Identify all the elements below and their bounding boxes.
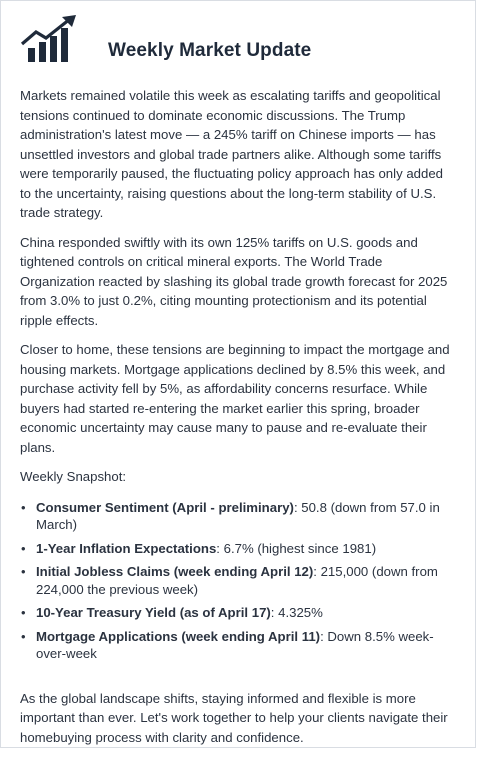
- item-label: Mortgage Applications (week ending April 11): [36, 628, 321, 644]
- list-item: [20, 563, 456, 598]
- item-value: : 4.325%: [270, 605, 323, 620]
- header: [20, 14, 460, 66]
- list-item: [20, 628, 456, 663]
- item-label: 1-Year Inflation Expectations: [36, 540, 217, 556]
- paragraph: China responded swiftly with its own 125% tariffs on U.S. goods and tightened controls on critical mineral exports. The World Trade Organization reacted by slashing its global trade growth forecast for 2025 from 3.0% to just 0.2%, citing mounting protectionism and its potential ripple effects.: [20, 234, 448, 328]
- paragraph: Closer to home, these tensions are beginning to impact the mortgage and housing markets. Mortgage applications declined by 8.5% this week, and purchase activity fell by 5%, as affordability concerns resurface. While buyers had started re-entering the market earlier this spring, broader economic uncertainty may cause many to pause and re-evaluate their plans.: [20, 342, 450, 455]
- closing-paragraph: As the global landscape shifts, staying informed and flexible is more important than ever. Let's work together to help your clients navigate their homebuying process with clarity and confidence.: [20, 690, 448, 745]
- list-item: [20, 604, 456, 622]
- item-label: Initial Jobless Claims (week ending April 12): [36, 564, 314, 579]
- list-item: [20, 540, 456, 558]
- growth-chart-icon: [20, 14, 80, 64]
- article-body: [20, 86, 456, 757]
- paragraph: Markets remained volatile this week as escalating tariffs and geopolitical tensions continued to dominate economic discussions. The Trump administration's latest move — a 245% tariff on Chinese imports — has unsettled investors and global trade partners alike. Although some tariffs were temporarily paused, the fluctuating policy approach has only added to the uncertainty, raising questions about the long-term stability of U.S. trade strategy.: [20, 88, 443, 220]
- item-label: Consumer Sentiment (April - preliminary): [36, 499, 294, 515]
- list-item: [20, 499, 456, 534]
- item-value: : Down 8.5% week-over-week: [36, 628, 434, 661]
- item-label: 10-Year Treasury Yield (as of April 17): [36, 605, 271, 620]
- item-value: : 6.7% (highest since 1981): [216, 540, 377, 556]
- item-value: : 50.8 (down from 57.0 in March): [36, 499, 440, 532]
- page-title: Weekly Market Update: [108, 40, 312, 61]
- snapshot-list: [20, 499, 456, 663]
- snapshot-title: Weekly Snapshot:: [20, 469, 127, 484]
- item-value: : 215,000 (down from 224,000 the previous week): [36, 564, 438, 597]
